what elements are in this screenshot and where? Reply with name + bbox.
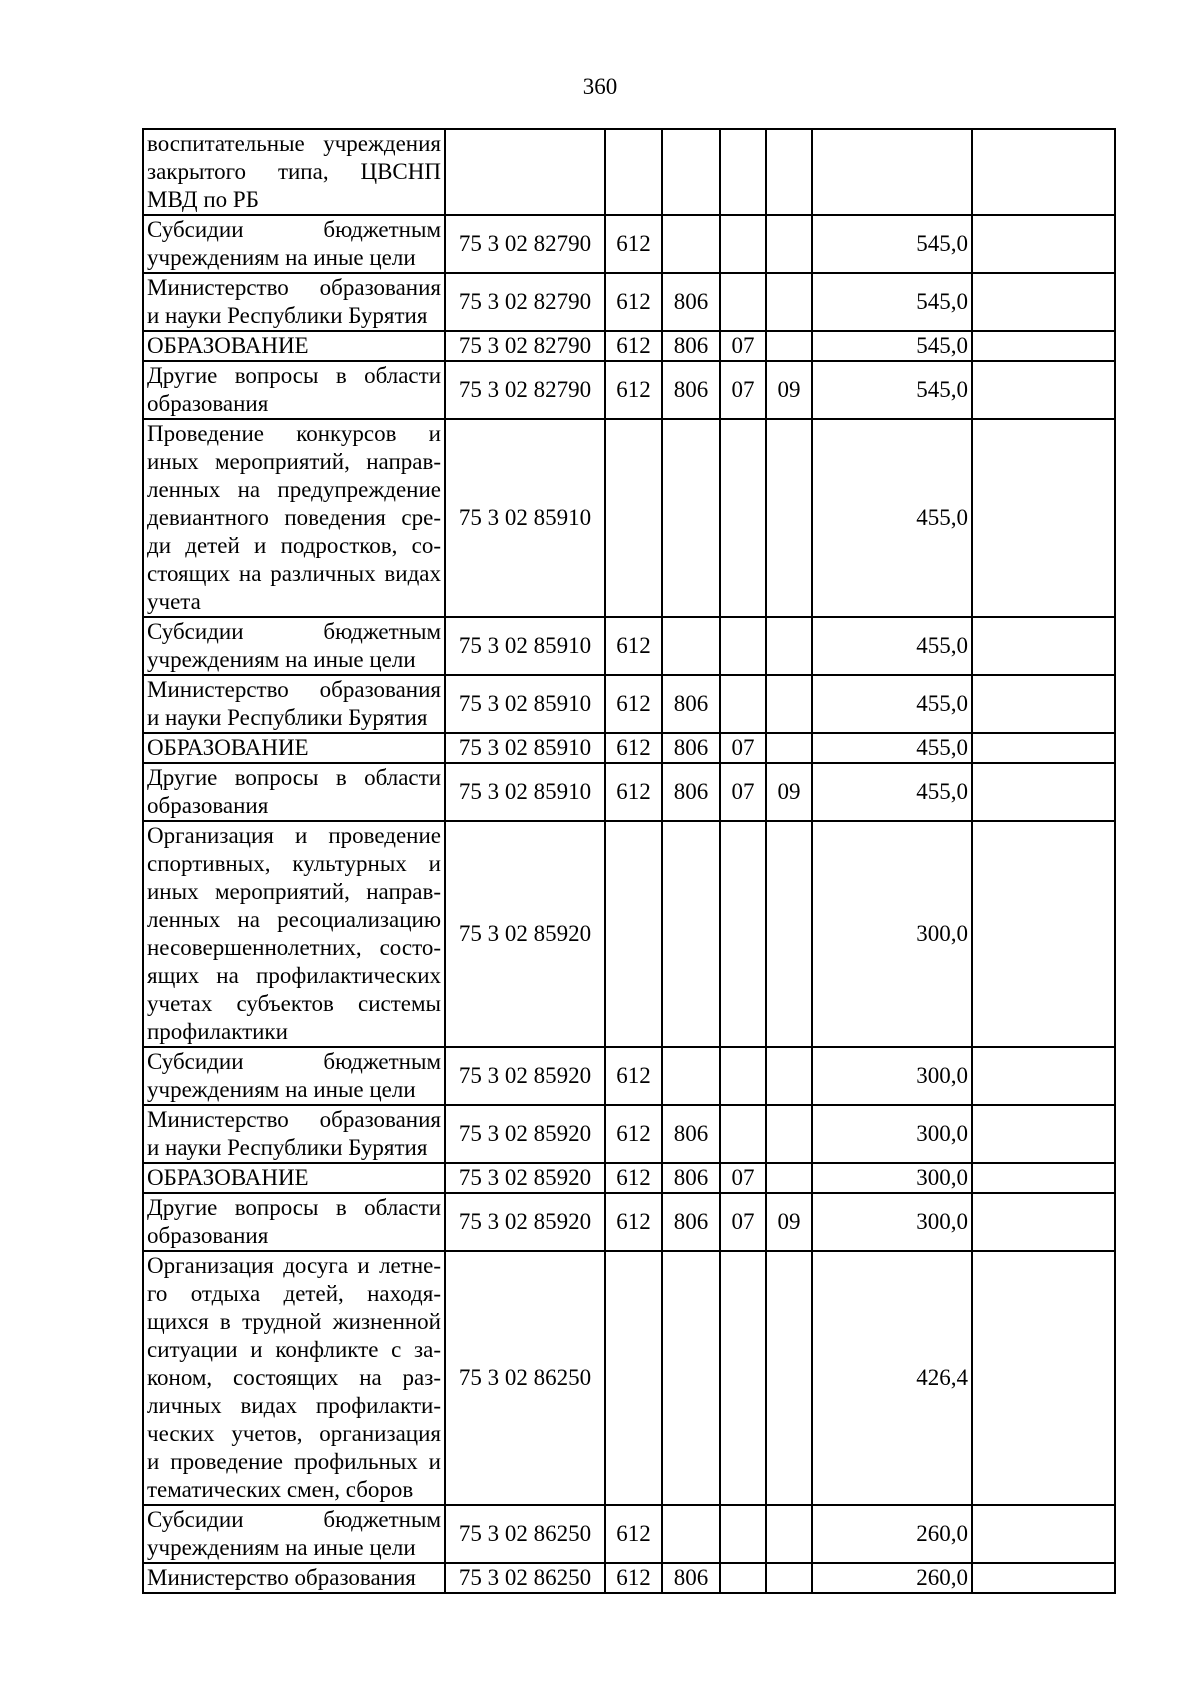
target-article-cell: 75 3 02 82790 [445,273,605,331]
description-line: ОБРАЗОВАНИЕ [147,1165,309,1190]
description-line: учреждениям на иные цели [147,1535,416,1560]
description-cell [143,1563,445,1593]
ministry-code-cell: 806 [662,1105,720,1163]
target-article-cell: 75 3 02 85910 [445,617,605,675]
table-row [143,419,1115,617]
amount-cell: 300,0 [812,1047,972,1105]
target-article-cell: 75 3 02 85910 [445,419,605,617]
section-cell [720,1105,766,1163]
ministry-code-cell: 806 [662,1193,720,1251]
ministry-code-cell: 806 [662,733,720,763]
subsection-cell [766,1163,812,1193]
subsection-cell: 09 [766,361,812,419]
ministry-code-cell: 806 [662,273,720,331]
extra-cell [972,361,1115,419]
description-cell [143,821,445,1047]
target-article-cell: 75 3 02 85920 [445,1163,605,1193]
target-article-cell: 75 3 02 85910 [445,733,605,763]
description-line: Субсидии бюджетным [147,1049,441,1074]
amount-cell: 455,0 [812,617,972,675]
description-line: и науки Республики Бурятия [147,1135,428,1160]
ministry-code-cell [662,1251,720,1505]
description-line: стоящих на различных видах [147,561,441,586]
section-cell: 07 [720,763,766,821]
subsection-cell [766,129,812,215]
extra-cell [972,763,1115,821]
description-line: девиантного поведения сре- [147,505,441,530]
extra-cell [972,215,1115,273]
amount-cell: 545,0 [812,273,972,331]
table-row [143,617,1115,675]
extra-cell [972,273,1115,331]
description-line: учреждениям на иные цели [147,245,416,270]
expense-type-cell [605,1251,662,1505]
ministry-code-cell [662,821,720,1047]
expense-type-cell: 612 [605,331,662,361]
description-line: учетах субъектов системы [147,991,441,1016]
description-line: личных видах профилакти- [147,1393,441,1418]
table-row [143,675,1115,733]
description-line: Проведение конкурсов и [147,421,441,446]
description-line: спортивных, культурных и [147,851,441,876]
ministry-code-cell [662,1047,720,1105]
target-article-cell: 75 3 02 85920 [445,1105,605,1163]
description-line: ОБРАЗОВАНИЕ [147,735,309,760]
description-line: Субсидии бюджетным [147,619,441,644]
subsection-cell [766,1563,812,1593]
description-line: ленных на предупреждение [147,477,441,502]
subsection-cell [766,331,812,361]
subsection-cell: 09 [766,1193,812,1251]
target-article-cell: 75 3 02 85910 [445,763,605,821]
ministry-code-cell: 806 [662,1563,720,1593]
expense-type-cell: 612 [605,675,662,733]
description-line: учреждениям на иные цели [147,1077,416,1102]
amount-cell: 455,0 [812,763,972,821]
description-cell [143,675,445,733]
amount-cell: 545,0 [812,331,972,361]
subsection-cell [766,733,812,763]
section-cell [720,273,766,331]
expense-type-cell: 612 [605,733,662,763]
table-row [143,215,1115,273]
description-line: образования [147,391,269,416]
description-cell [143,1047,445,1105]
expense-type-cell: 612 [605,215,662,273]
target-article-cell [445,129,605,215]
section-cell [720,1505,766,1563]
section-cell [720,1251,766,1505]
amount-cell: 455,0 [812,675,972,733]
description-cell [143,1163,445,1193]
description-line: ческих учетов, организация [147,1421,441,1446]
subsection-cell [766,1251,812,1505]
description-line: образования [147,793,269,818]
description-line: Другие вопросы в области [147,363,441,388]
description-cell [143,419,445,617]
table-row [143,1105,1115,1163]
section-cell [720,821,766,1047]
extra-cell [972,129,1115,215]
target-article-cell: 75 3 02 82790 [445,331,605,361]
amount-cell [812,129,972,215]
amount-cell: 300,0 [812,821,972,1047]
description-line: несовершеннолетних, состо- [147,935,441,960]
description-line: Субсидии бюджетным [147,217,441,242]
subsection-cell [766,215,812,273]
table-row [143,763,1115,821]
table-row [143,1563,1115,1593]
extra-cell [972,1193,1115,1251]
description-line: коном, состоящих на раз- [147,1365,441,1390]
ministry-code-cell [662,617,720,675]
extra-cell [972,1251,1115,1505]
target-article-cell: 75 3 02 85920 [445,1193,605,1251]
description-line: и науки Республики Бурятия [147,303,428,328]
description-line: тематических смен, сборов [147,1477,414,1502]
description-cell [143,617,445,675]
description-cell [143,1505,445,1563]
table-row [143,821,1115,1047]
extra-cell [972,1505,1115,1563]
table-row [143,1163,1115,1193]
table-row [143,1047,1115,1105]
description-line: щихся в трудной жизненной [147,1309,441,1334]
section-cell: 07 [720,733,766,763]
expense-type-cell: 612 [605,273,662,331]
amount-cell: 545,0 [812,215,972,273]
section-cell [720,1047,766,1105]
ministry-code-cell [662,419,720,617]
expense-type-cell: 612 [605,1505,662,1563]
description-cell [143,1105,445,1163]
section-cell [720,1563,766,1593]
table-row [143,331,1115,361]
section-cell [720,129,766,215]
description-line: го отдыха детей, находя- [147,1281,441,1306]
expense-type-cell [605,419,662,617]
table-row [143,733,1115,763]
expense-type-cell: 612 [605,1193,662,1251]
description-cell [143,1251,445,1505]
target-article-cell: 75 3 02 82790 [445,361,605,419]
section-cell [720,675,766,733]
expense-type-cell: 612 [605,617,662,675]
amount-cell: 545,0 [812,361,972,419]
ministry-code-cell: 806 [662,763,720,821]
subsection-cell: 09 [766,763,812,821]
target-article-cell: 75 3 02 86250 [445,1505,605,1563]
expense-type-cell [605,129,662,215]
amount-cell: 426,4 [812,1251,972,1505]
table-row [143,129,1115,215]
description-line: ленных на ресоциализацию [147,907,441,932]
extra-cell [972,1163,1115,1193]
target-article-cell: 75 3 02 82790 [445,215,605,273]
description-line: Другие вопросы в области [147,765,441,790]
amount-cell: 455,0 [812,419,972,617]
description-line: Организация досуга и летне- [147,1253,441,1278]
target-article-cell: 75 3 02 86250 [445,1251,605,1505]
section-cell: 07 [720,331,766,361]
description-line: иных мероприятий, направ- [147,879,441,904]
extra-cell [972,331,1115,361]
section-cell [720,215,766,273]
ministry-code-cell [662,215,720,273]
extra-cell [972,733,1115,763]
description-line: и проведение профильных и [147,1449,441,1474]
section-cell: 07 [720,1193,766,1251]
extra-cell [972,821,1115,1047]
subsection-cell [766,1105,812,1163]
description-cell [143,331,445,361]
description-cell [143,763,445,821]
description-line: и науки Республики Бурятия [147,705,428,730]
ministry-code-cell: 806 [662,1163,720,1193]
description-cell [143,1193,445,1251]
expense-type-cell: 612 [605,763,662,821]
table-row [143,1251,1115,1505]
description-line: ди детей и подростков, со- [147,533,441,558]
extra-cell [972,419,1115,617]
amount-cell: 300,0 [812,1105,972,1163]
amount-cell: 300,0 [812,1163,972,1193]
table-row [143,1505,1115,1563]
description-line: воспитательные учреждения [147,131,441,156]
description-line: ОБРАЗОВАНИЕ [147,333,309,358]
ministry-code-cell [662,129,720,215]
description-line: учреждениям на иные цели [147,647,416,672]
subsection-cell [766,273,812,331]
ministry-code-cell [662,1505,720,1563]
ministry-code-cell: 806 [662,331,720,361]
ministry-code-cell: 806 [662,361,720,419]
description-line: Министерство образования [147,275,441,300]
description-cell [143,215,445,273]
description-line: профилактики [147,1019,288,1044]
extra-cell [972,617,1115,675]
extra-cell [972,1105,1115,1163]
description-line: закрытого типа, ЦВСНП [147,159,441,184]
expense-type-cell: 612 [605,361,662,419]
expense-type-cell: 612 [605,1105,662,1163]
table-row [143,361,1115,419]
extra-cell [972,1047,1115,1105]
subsection-cell [766,821,812,1047]
target-article-cell: 75 3 02 86250 [445,1563,605,1593]
ministry-code-cell: 806 [662,675,720,733]
description-line: учета [147,589,201,614]
description-cell [143,361,445,419]
subsection-cell [766,1505,812,1563]
description-cell [143,733,445,763]
subsection-cell [766,419,812,617]
description-line: Министерство образования [147,677,441,702]
amount-cell: 455,0 [812,733,972,763]
description-line: Организация и проведение [147,823,441,848]
description-line: Другие вопросы в области [147,1195,441,1220]
expense-type-cell: 612 [605,1047,662,1105]
page-number: 360 [582,74,618,99]
target-article-cell: 75 3 02 85920 [445,1047,605,1105]
description-line: ящих на профилактических [147,963,441,988]
subsection-cell [766,1047,812,1105]
target-article-cell: 75 3 02 85910 [445,675,605,733]
subsection-cell [766,675,812,733]
description-line: МВД по РБ [147,187,259,212]
target-article-cell: 75 3 02 85920 [445,821,605,1047]
description-cell [143,273,445,331]
extra-cell [972,1563,1115,1593]
budget-table-body [143,129,1115,1593]
table-row [143,273,1115,331]
expense-type-cell: 612 [605,1163,662,1193]
description-line: Министерство образования [147,1107,441,1132]
description-line: Субсидии бюджетным [147,1507,441,1532]
description-line: ситуации и конфликте с за- [147,1337,441,1362]
section-cell [720,419,766,617]
section-cell [720,617,766,675]
table-row [143,1193,1115,1251]
description-line: Министерство образования [147,1565,416,1590]
section-cell: 07 [720,361,766,419]
description-line: иных мероприятий, направ- [147,449,441,474]
budget-table [142,128,1116,1594]
description-cell [143,129,445,215]
section-cell: 07 [720,1163,766,1193]
subsection-cell [766,617,812,675]
amount-cell: 260,0 [812,1505,972,1563]
amount-cell: 260,0 [812,1563,972,1593]
description-line: образования [147,1223,269,1248]
expense-type-cell [605,821,662,1047]
expense-type-cell: 612 [605,1563,662,1593]
amount-cell: 300,0 [812,1193,972,1251]
extra-cell [972,675,1115,733]
